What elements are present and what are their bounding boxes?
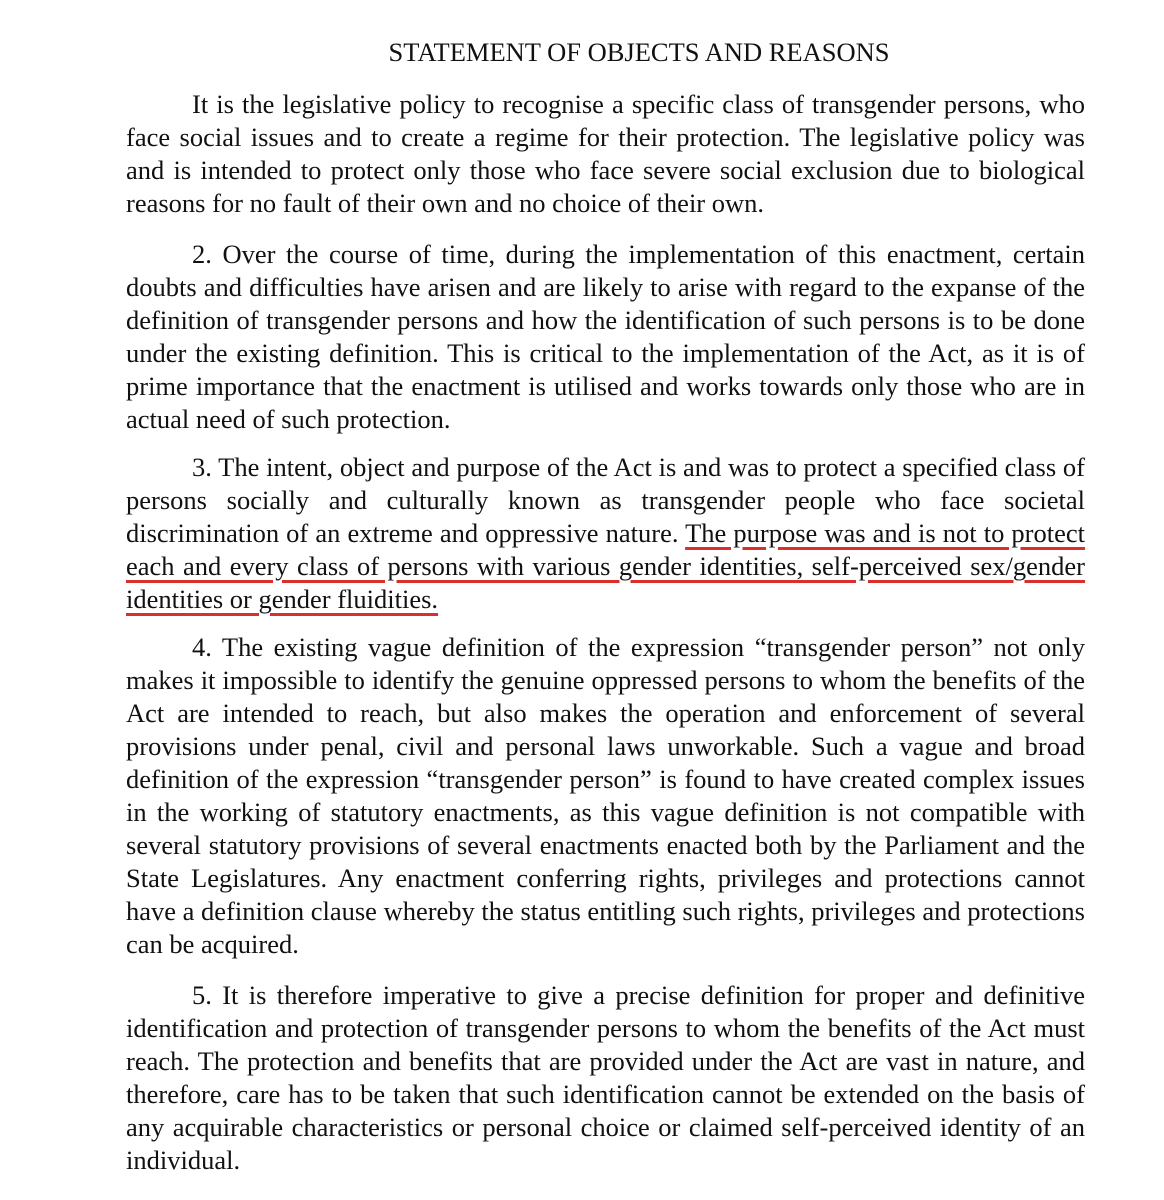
- paragraph-1: It is the legislative policy to recognise a specific class of transgender persons, who face social issues and to create a regime for their protection. The legislative policy was and is intended to protect only those who face severe social exclusion due to biological reasons for no fault of their own and no choice of their own.: [126, 89, 1085, 218]
- paragraph-3: [126, 451, 1085, 616]
- underlined-highlight: The purpose was and is not to protect each and every class of persons with various gender identities, self-perceived sex/gender identities or gender fluidities.: [126, 518, 1086, 614]
- document-page: [126, 0, 1085, 1177]
- paragraph-4: 4. The existing vague definition of the expression “transgender person” not only makes it impossible to identify the genuine oppressed persons to whom the benefits of the Act are intended to reach, but also makes the operation and enforcement of several provisions under penal, civil and personal laws unworkable. Such a vague and broad definition of the expression “transgender person” is found to have created complex issues in the working of statutory enactments, as this vague definition is not compatible with several statutory provisions of several enactments enacted both by the Parliament and the State Legislatures. Any enactment conferring rights, privileges and protections cannot have a definition clause whereby the status entitling such rights, privileges and protections can be acquired.: [126, 632, 1085, 959]
- document-title: STATEMENT OF OBJECTS AND REASONS: [388, 37, 890, 67]
- paragraph-2: 2. Over the course of time, during the implementation of this enactment, certain doubts and difficulties have arisen and are likely to arise with regard to the expanse of the definition of transgender persons and how the identification of such persons is to be done under the existing definition. This is critical to the implementation of the Act, as it is of prime importance that the enactment is utilised and works towards only those who are in actual need of such protection.: [126, 239, 1085, 434]
- paragraph-3-text: 3. The intent, object and purpose of the Act is and was to protect a specified class of persons socially and culturally known as transgender people who face societal discrimination of an extreme and oppressive nature.: [126, 452, 1085, 548]
- paragraph-5: 5. It is therefore imperative to give a precise definition for proper and definitive identification and protection of transgender persons to whom the benefits of the Act must reach. The protection and benefits that are provided under the Act are vast in nature, and therefore, care has to be taken that such identification cannot be extended on the basis of any acquirable characteristics or personal choice or claimed self-perceived identity of an individual.: [126, 980, 1085, 1175]
